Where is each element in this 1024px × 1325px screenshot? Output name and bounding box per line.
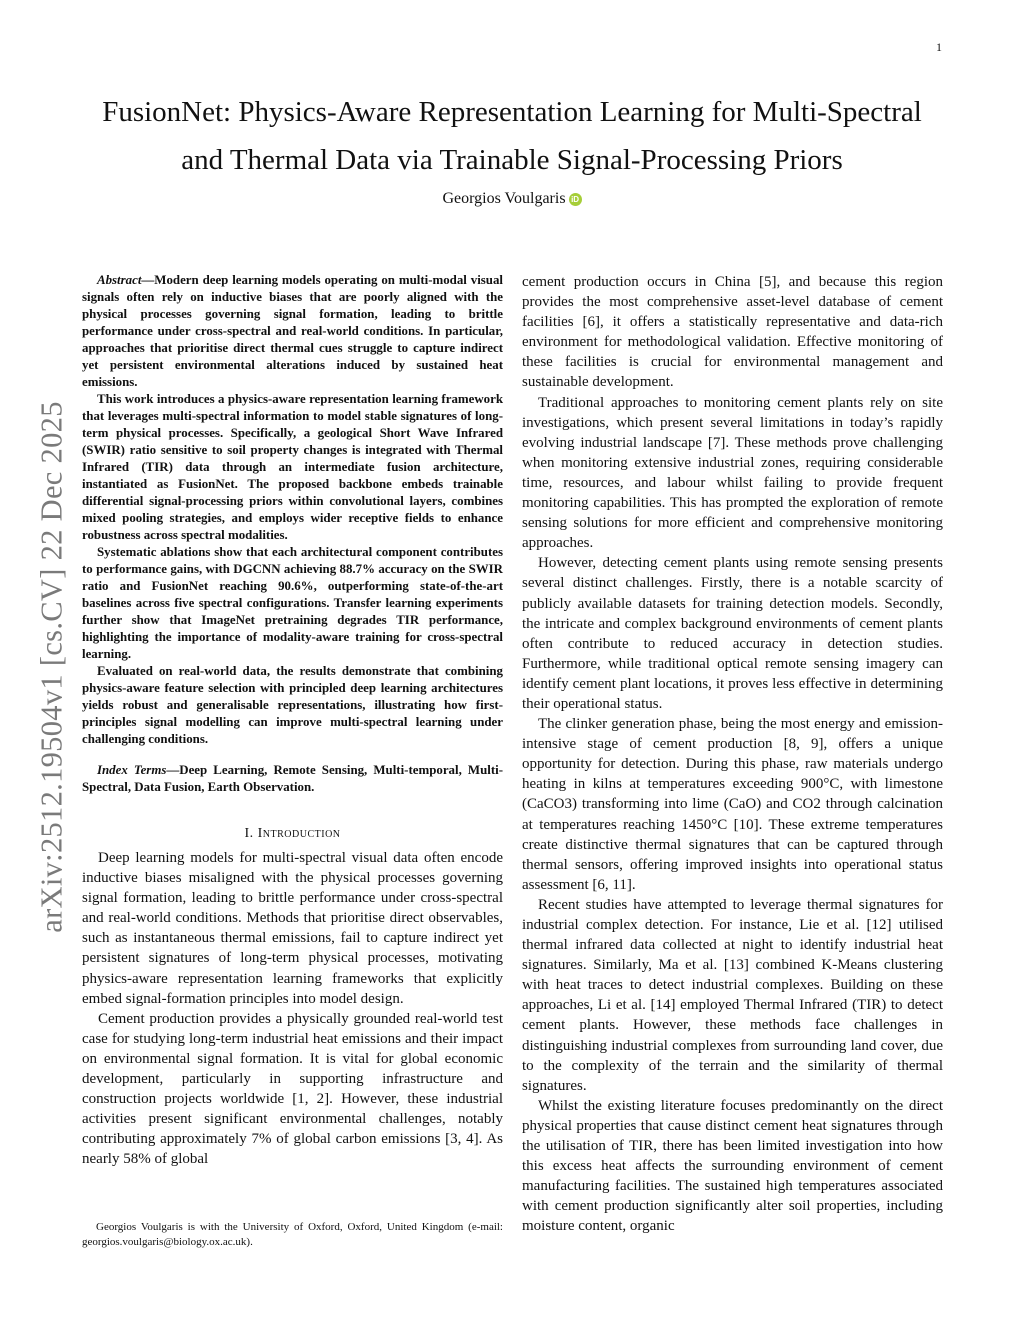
index-terms (82, 762, 503, 796)
abstract-dash: — (141, 273, 155, 287)
index-dash: — (166, 763, 180, 777)
author-line (0, 190, 1024, 208)
right-paragraph-3: However, detecting cement plants using remote sensing presents several distinct challenges. Firstly, there is a notable scarcity of publicly available datasets for training detection models. Secondly, the intricate and complex background environments of cement plants often contribute to reduced accuracy in detection studies. Furthermore, while traditional optical remote sensing imagery can identify cement plant locations, it proves less effective in determining their operational status. (522, 555, 943, 712)
paper-title (70, 88, 954, 184)
section-number: I. (244, 826, 254, 841)
author-name: Georgios Voulgaris (442, 190, 566, 207)
abstract-label: Abstract (97, 273, 142, 287)
page-number: 1 (936, 40, 942, 54)
author-footnote: Georgios Voulgaris is with the University of Oxford, Oxford, United Kingdom (e-mail: georgios.voulgaris@biology.ox.ac.uk). (82, 1221, 503, 1248)
introduction-section (82, 826, 503, 1170)
right-paragraph-5: Recent studies have attempted to leverage thermal signatures for industrial complex detection. For instance, Lie et al. [12] utilised thermal infrared data collected at night to identify industrial heat signatures. Similarly, Ma et al. [13] combined K-Means clustering with heat traces to detect industrial complexes. Building on these approaches, Li et al. [14] employed Thermal Infrared (TIR) to detect cement plants. However, these methods face challenges in distinguishing industrial complexes from surrounding land cover, due to the complexity of the terrain and the similarity of thermal signatures. (522, 896, 943, 1094)
abstract-paragraph-2: This work introduces a physics-aware representation learning framework that leverages multi-spectral information to model stable signatures of long-term physical processes. Specifically, a geological Short Wave Infrared (SWIR) ratio sensitive to soil property changes is integrated with Thermal Infrared (TIR) data through an intermediate fusion architecture, instantiated as FusionNet. The proposed backbone embeds trainable differential signal-processing priors within convolutional layers, combines mixed pooling strategies, and employs wider receptive fields to enhance robustness across spectral modalities. (82, 392, 503, 542)
orcid-icon[interactable]: iD (569, 193, 582, 206)
intro-paragraph-2: Cement production provides a physically grounded real-world test case for studying long-term industrial heat emissions and their impact on environmental signal formation. It is vital for global economic development, particularly in supporting infrastructure and construction projects worldwide [1, 2]. However, these industrial activities present significant environmental challenges, notably contributing approximately 7% of global carbon emissions [3, 4]. As nearly 58% of global (82, 1010, 503, 1168)
abstract-text-1: Modern deep learning models operating on multi-modal visual signals often rely on inductive biases that are poorly aligned with the physical processes governing signal formation, leading to brittle performance under cross-spectral and real-world conditions. In particular, approaches that prioritise direct thermal cues struggle to capture indirect yet persistent environmental alterations induced by sustained heat emissions. (82, 273, 503, 389)
section-heading (82, 826, 503, 842)
right-column (522, 272, 943, 1237)
section-title: Introduction (257, 826, 341, 841)
intro-paragraph-1: Deep learning models for multi-spectral visual data often encode inductive biases misaligned with the physical processes governing signal formation, leading to brittle performance under cross-spectral and real-world conditions. Methods that prioritise direct observables, such as instantaneous thermal emissions, fail to capture indirect yet persistent signatures of long-term physical processes, motivating physics-aware representation learning frameworks that explicitly embed signal-formation principles into model design. (82, 850, 503, 1007)
title-line-1: FusionNet: Physics-Aware Representation Learning for Multi-Spectral (102, 96, 922, 128)
right-paragraph-1: cement production occurs in China [5], and because this region provides the most comprehensive asset-level database of cement facilities [6], it offers a statistically representative and data-rich environment for methodological validation. Effective monitoring of these facilities is crucial for environmental management and sustainable development. (522, 274, 943, 391)
right-paragraph-2: Traditional approaches to monitoring cement plants rely on site investigations, which present several limitations in today’s rapidly evolving industrial landscape [7]. These methods prove challenging when monitoring extensive industrial zones, requiring considerable time, resources, and labour whilst failing to provide frequent monitoring capabilities. This has prompted the exploration of remote sensing solutions for more efficient and comprehensive monitoring approaches. (522, 394, 943, 552)
right-paragraph-6: Whilst the existing literature focuses predominantly on the direct physical properties that cause distinct cement heat signatures through the utilisation of TIR, there has been limited investigation into how this excess heat affects the surrounding environment of cement manufacturing facilities. The sustained high temperatures associated with cement production significantly alter soil properties, including moisture content, organic (522, 1097, 943, 1235)
abstract (82, 272, 503, 796)
left-column (82, 272, 503, 1170)
abstract-paragraph-4: Evaluated on real-world data, the results demonstrate that combining physics-aware feature selection with principled deep learning architectures yields robust and generalisable representations, illustrating how first-principles signal modelling can improve multi-spectral learning under challenging conditions. (82, 664, 503, 746)
index-terms-text: Deep Learning, Remote Sensing, Multi-temporal, Multi-Spectral, Data Fusion, Earth Observation. (82, 763, 503, 794)
title-line-2: and Thermal Data via Trainable Signal-Processing Priors (181, 144, 843, 176)
right-paragraph-4: The clinker generation phase, being the most energy and emission-intensive stage of cement production [8, 9], offers a unique opportunity for detection. During this phase, raw materials undergo heating in kilns at temperatures exceeding 900°C, with limestone (CaCO3) transforming into lime (CaO) and CO2 through calcination at temperatures reaching 1450°C [10]. These extreme temperatures create distinctive thermal signatures that can be captured through thermal sensors, offering improved insights into operational status assessment [6, 11]. (522, 716, 943, 893)
index-terms-label: Index Terms (97, 763, 167, 777)
abstract-paragraph-1 (82, 272, 503, 391)
arxiv-stamp: arXiv:2512.19504v1 [cs.CV] 22 Dec 2025 (34, 401, 69, 933)
abstract-paragraph-3: Systematic ablations show that each architectural component contributes to performance gains, with DGCNN achieving 88.7% accuracy on the SWIR ratio and FusionNet reaching 90.6%, outperforming state-of-the-art baselines across five spectral configurations. Transfer learning experiments further show that ImageNet pretraining degrades TIR performance, highlighting the importance of modality-aware training for cross-spectral learning. (82, 545, 503, 661)
